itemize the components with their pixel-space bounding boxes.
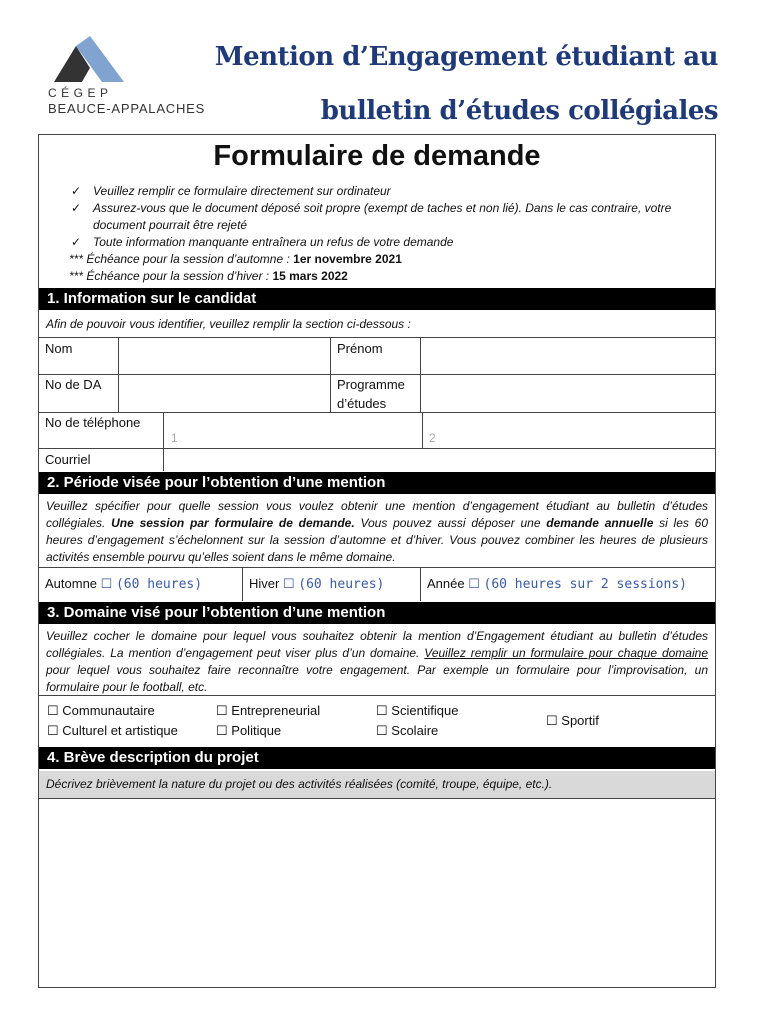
checkbox-icon: ☐ (468, 576, 480, 591)
title-line-1: Mention d’Engagement étudiant au (214, 42, 718, 72)
checkbox-icon: ☐ (216, 723, 228, 738)
label-programme: Programme d’études (337, 377, 405, 411)
divider (39, 567, 715, 568)
instruction-2-cont: document pourrait être rejeté (93, 218, 248, 232)
divider (420, 337, 421, 412)
divider (330, 337, 331, 412)
checkbox-icon: ☐ (216, 703, 228, 718)
option-hiver[interactable]: Hiver ☐ (60 heures) (249, 576, 385, 592)
option-annee[interactable]: Année ☐ (60 heures sur 2 sessions) (427, 576, 687, 592)
title-line-2: bulletin d’études collégiales (320, 96, 718, 126)
deadline-winter-value: 15 mars 2022 (272, 269, 348, 283)
deadline-fall-label: *** Échéance pour la session d’automne : (69, 252, 294, 266)
form-title: Formulaire de demande (213, 140, 541, 172)
phone-field-1[interactable] (163, 413, 422, 448)
deadline-winter-label: *** Échéance pour la session d’hiver : (69, 269, 273, 283)
no-da-field[interactable] (118, 375, 330, 411)
label-no-da: No de DA (45, 377, 102, 392)
checkbox-icon: ☐ (47, 723, 59, 738)
nom-field[interactable] (118, 338, 330, 374)
section-3-text: Veuillez cocher le domaine pour lequel vous souhaitez obtenir la mention d’Engagement étudiant au bulletin d’études collégiales. La mention d’engagement peut viser plus d’un domaine. Veuillez remplir un formulaire pour chaque domaine pour lequel vous souhaitez faire reconnaître votre engagement. Par exemple un formulaire pour l’improvisation, un formulaire pour le football, etc. (46, 629, 708, 694)
domain-sportif[interactable]: ☐ Sportif (546, 713, 599, 728)
logo-text-cegep: CÉGEP (48, 86, 113, 100)
instruction-2: Assurez-vous que le document déposé soit propre (exempt de taches et non lié). Dans le cas contraire, votre (93, 201, 672, 215)
check-icon: ✓ (71, 201, 82, 215)
instruction-3: Toute information manquante entraînera un refus de votre demande (93, 235, 454, 249)
deadline-fall-value: 1er novembre 2021 (293, 252, 402, 266)
divider (118, 337, 119, 412)
checkbox-icon: ☐ (100, 576, 113, 591)
option-automne[interactable]: Automne ☐ (60 heures) (45, 576, 203, 592)
prenom-field[interactable] (420, 338, 715, 374)
logo-text-college: BEAUCE-APPALACHES (48, 101, 206, 116)
divider (163, 412, 164, 471)
document-title (215, 30, 718, 138)
domain-scientifique[interactable]: ☐ Scientifique (376, 703, 459, 718)
section-1-header: 1. Information sur le candidat (39, 288, 715, 310)
section-2-text: Veuillez spécifier pour quelle session vous voulez obtenir une mention d’engagement étudiant au bulletin d’études collégiales. Une session par formulaire de demande. Vous pouvez aussi déposer une demande annuelle si les 60 heures d’engagement s’échelonnent sur la session d’automne et d’hiver. Vous pouvez combiner les heures de plusieurs activités ensemble pourvu qu’elles soient dans le même domaine. (46, 499, 709, 564)
check-icon: ✓ (71, 184, 82, 198)
domain-scolaire[interactable]: ☐ Scolaire (376, 723, 439, 738)
domain-culturel[interactable]: ☐ Culturel et artistique (47, 723, 178, 738)
programme-field[interactable] (420, 375, 715, 411)
section-1-subtitle: Afin de pouvoir vous identifier, veuillez remplir la section ci-dessous : (46, 317, 411, 331)
domain-politique[interactable]: ☐ Politique (216, 723, 282, 738)
label-nom: Nom (45, 341, 73, 356)
instruction-list (47, 183, 671, 285)
logo-mountains-icon (54, 34, 124, 82)
label-prenom: Prénom (337, 341, 383, 356)
courriel-field[interactable] (163, 449, 715, 470)
label-courriel: Courriel (45, 452, 91, 467)
divider (39, 695, 715, 696)
section-4-header: 4. Brève description du projet (39, 747, 715, 769)
description-textarea[interactable] (39, 799, 715, 987)
checkbox-icon: ☐ (546, 713, 558, 728)
checkbox-icon: ☐ (376, 723, 388, 738)
section-3-header: 3. Domaine visé pour l’obtention d’une mention (39, 602, 715, 624)
phone-hint-2: 2 (429, 431, 436, 445)
check-icon: ✓ (71, 235, 82, 249)
form-frame (38, 134, 716, 988)
cegep-logo (48, 34, 223, 124)
divider (420, 567, 421, 601)
phone-hint-1: 1 (171, 431, 178, 445)
section-4-subtitle: Décrivez brièvement la nature du projet ou des activités réalisées (comité, troupe, équipe, etc.). (39, 771, 715, 798)
checkbox-icon: ☐ (47, 703, 59, 718)
divider (422, 412, 423, 448)
domain-communautaire[interactable]: ☐ Communautaire (47, 703, 155, 718)
divider (242, 567, 243, 601)
instruction-1: Veuillez remplir ce formulaire directement sur ordinateur (93, 184, 391, 198)
label-telephone: No de téléphone (45, 415, 141, 430)
checkbox-icon: ☐ (376, 703, 388, 718)
phone-field-2[interactable] (423, 413, 715, 448)
domain-entrepreneurial[interactable]: ☐ Entrepreneurial (216, 703, 321, 718)
checkbox-icon: ☐ (282, 576, 295, 591)
section-2-header: 2. Période visée pour l’obtention d’une mention (39, 472, 715, 494)
